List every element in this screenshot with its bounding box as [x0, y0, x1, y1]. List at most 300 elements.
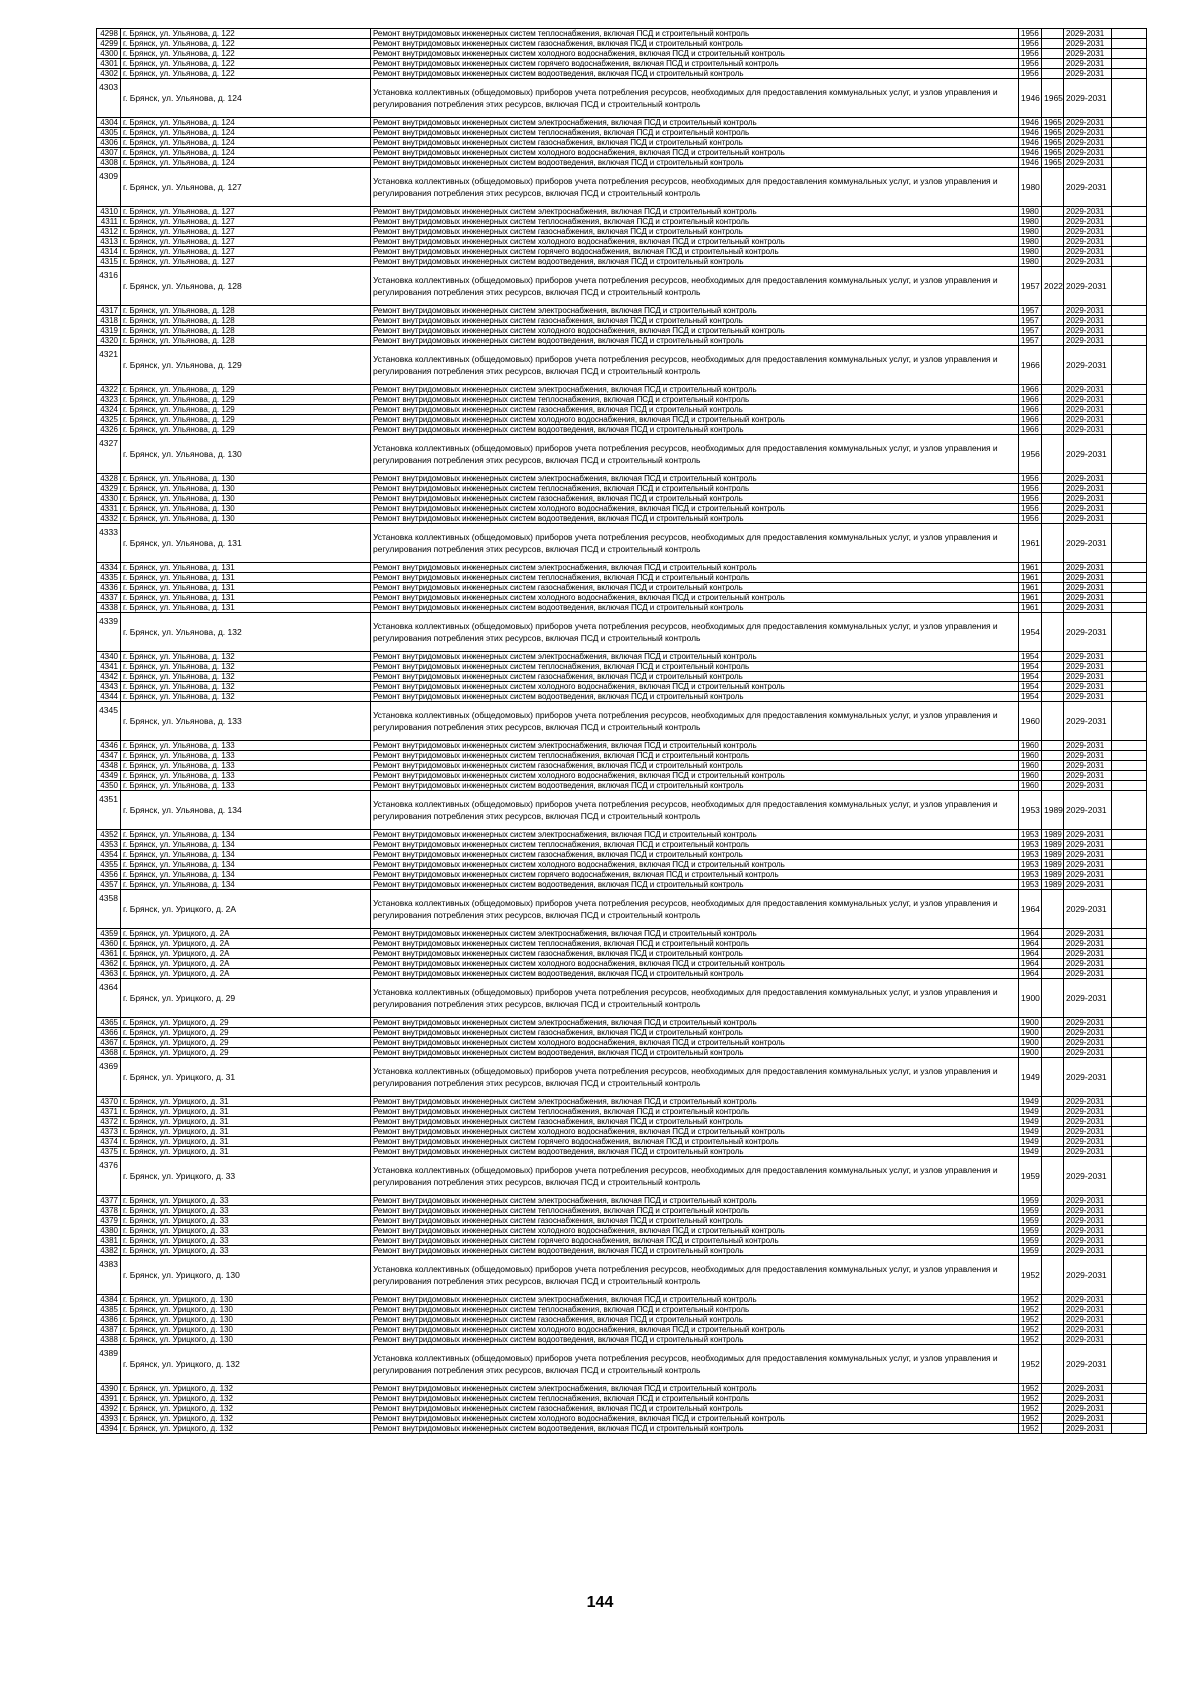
period-cell: 2029-2031	[1064, 405, 1112, 415]
table-row	[97, 1295, 1147, 1305]
extra-cell	[1112, 69, 1147, 79]
extra-cell	[1112, 850, 1147, 860]
work-type-cell: Ремонт внутридомовых инженерных систем холодного водоснабжения, включая ПСД и строительный контроль	[371, 1226, 1019, 1236]
built-year-cell: 1959	[1019, 1246, 1042, 1256]
row-number: 4387	[97, 1325, 121, 1335]
built-year-cell: 1949	[1019, 1137, 1042, 1147]
period-cell: 2029-2031	[1064, 939, 1112, 949]
row-number: 4310	[97, 207, 121, 217]
extra-cell	[1112, 1018, 1147, 1028]
table-row	[97, 880, 1147, 890]
extra-cell	[1112, 890, 1147, 929]
table-row	[97, 395, 1147, 405]
built-year-cell: 1980	[1019, 168, 1042, 207]
address-cell: г. Брянск, ул. Ульянова, д. 131	[121, 583, 371, 593]
row-number: 4324	[97, 405, 121, 415]
work-type-cell: Установка коллективных (общедомовых) приборов учета потребления ресурсов, необходимых для предоставления коммунальных услуг, и узлов управления и регулирования потребления этих ресурсов, включая ПСД и строительный контроль	[371, 791, 1019, 830]
table-row	[97, 435, 1147, 474]
table-row	[97, 662, 1147, 672]
extra-cell	[1112, 662, 1147, 672]
row-number: 4363	[97, 969, 121, 979]
address-cell: г. Брянск, ул. Ульянова, д. 130	[121, 514, 371, 524]
table-row	[97, 1137, 1147, 1147]
built-year-cell: 1956	[1019, 484, 1042, 494]
extra-cell	[1112, 1147, 1147, 1157]
work-type-cell: Ремонт внутридомовых инженерных систем теплоснабжения, включая ПСД и строительный контроль	[371, 939, 1019, 949]
extra-cell	[1112, 1196, 1147, 1206]
extra-cell	[1112, 138, 1147, 148]
reconstruction-year-cell: 1965	[1042, 158, 1064, 168]
reconstruction-year-cell	[1042, 603, 1064, 613]
built-year-cell: 1980	[1019, 237, 1042, 247]
extra-cell	[1112, 158, 1147, 168]
built-year-cell: 1954	[1019, 682, 1042, 692]
row-number: 4301	[97, 59, 121, 69]
table-row	[97, 573, 1147, 583]
address-cell: г. Брянск, ул. Ульянова, д. 122	[121, 69, 371, 79]
period-cell: 2029-2031	[1064, 118, 1112, 128]
extra-cell	[1112, 1048, 1147, 1058]
table-row	[97, 1414, 1147, 1424]
extra-cell	[1112, 1305, 1147, 1315]
work-type-cell: Ремонт внутридомовых инженерных систем водоотведения, включая ПСД и строительный контроль	[371, 69, 1019, 79]
table-row	[97, 207, 1147, 217]
built-year-cell: 1956	[1019, 39, 1042, 49]
table-row	[97, 613, 1147, 652]
table-row	[97, 702, 1147, 741]
period-cell: 2029-2031	[1064, 1157, 1112, 1196]
reconstruction-year-cell	[1042, 1424, 1064, 1434]
table-row	[97, 1424, 1147, 1434]
row-number: 4394	[97, 1424, 121, 1434]
built-year-cell: 1956	[1019, 435, 1042, 474]
period-cell: 2029-2031	[1064, 207, 1112, 217]
table-row	[97, 39, 1147, 49]
row-number: 4330	[97, 494, 121, 504]
row-number: 4369	[97, 1058, 121, 1097]
extra-cell	[1112, 1157, 1147, 1196]
address-cell: г. Брянск, ул. Ульянова, д. 131	[121, 603, 371, 613]
row-number: 4352	[97, 830, 121, 840]
work-type-cell: Ремонт внутридомовых инженерных систем холодного водоснабжения, включая ПСД и строительный контроль	[371, 148, 1019, 158]
row-number: 4339	[97, 613, 121, 652]
extra-cell	[1112, 979, 1147, 1018]
work-type-cell: Ремонт внутридомовых инженерных систем водоотведения, включая ПСД и строительный контроль	[371, 1048, 1019, 1058]
period-cell: 2029-2031	[1064, 484, 1112, 494]
reconstruction-year-cell	[1042, 1305, 1064, 1315]
built-year-cell: 1900	[1019, 1028, 1042, 1038]
work-type-cell: Ремонт внутридомовых инженерных систем газоснабжения, включая ПСД и строительный контроль	[371, 227, 1019, 237]
table-row	[97, 118, 1147, 128]
address-cell: г. Брянск, ул. Ульянова, д. 128	[121, 336, 371, 346]
period-cell: 2029-2031	[1064, 1107, 1112, 1117]
extra-cell	[1112, 603, 1147, 613]
reconstruction-year-cell	[1042, 672, 1064, 682]
built-year-cell: 1960	[1019, 781, 1042, 791]
extra-cell	[1112, 583, 1147, 593]
table-row	[97, 79, 1147, 118]
address-cell: г. Брянск, ул. Урицкого, д. 33	[121, 1226, 371, 1236]
address-cell: г. Брянск, ул. Ульянова, д. 131	[121, 593, 371, 603]
work-type-cell: Ремонт внутридомовых инженерных систем теплоснабжения, включая ПСД и строительный контроль	[371, 662, 1019, 672]
row-number: 4325	[97, 415, 121, 425]
row-number: 4393	[97, 1414, 121, 1424]
extra-cell	[1112, 1345, 1147, 1384]
address-cell: г. Брянск, ул. Ульянова, д. 129	[121, 405, 371, 415]
row-number: 4380	[97, 1226, 121, 1236]
extra-cell	[1112, 168, 1147, 207]
work-type-cell: Ремонт внутридомовых инженерных систем холодного водоснабжения, включая ПСД и строительный контроль	[371, 1038, 1019, 1048]
work-type-cell: Ремонт внутридомовых инженерных систем электроснабжения, включая ПСД и строительный контроль	[371, 474, 1019, 484]
table-row	[97, 1305, 1147, 1315]
table-row	[97, 49, 1147, 59]
built-year-cell: 1961	[1019, 583, 1042, 593]
row-number: 4341	[97, 662, 121, 672]
work-type-cell: Установка коллективных (общедомовых) приборов учета потребления ресурсов, необходимых для предоставления коммунальных услуг, и узлов управления и регулирования потребления этих ресурсов, включая ПСД и строительный контроль	[371, 79, 1019, 118]
table-row	[97, 1246, 1147, 1256]
reconstruction-year-cell: 1989	[1042, 791, 1064, 830]
address-cell: г. Брянск, ул. Ульянова, д. 127	[121, 247, 371, 257]
address-cell: г. Брянск, ул. Ульянова, д. 132	[121, 662, 371, 672]
period-cell: 2029-2031	[1064, 1018, 1112, 1028]
period-cell: 2029-2031	[1064, 326, 1112, 336]
table-row	[97, 346, 1147, 385]
built-year-cell: 1946	[1019, 148, 1042, 158]
extra-cell	[1112, 346, 1147, 385]
reconstruction-year-cell	[1042, 682, 1064, 692]
period-cell: 2029-2031	[1064, 237, 1112, 247]
row-number: 4362	[97, 959, 121, 969]
address-cell: г. Брянск, ул. Ульянова, д. 132	[121, 682, 371, 692]
reconstruction-year-cell	[1042, 929, 1064, 939]
row-number: 4332	[97, 514, 121, 524]
extra-cell	[1112, 880, 1147, 890]
address-cell: г. Брянск, ул. Ульянова, д. 127	[121, 168, 371, 207]
table-row	[97, 761, 1147, 771]
table-row	[97, 969, 1147, 979]
address-cell: г. Брянск, ул. Урицкого, д. 31	[121, 1117, 371, 1127]
period-cell: 2029-2031	[1064, 1058, 1112, 1097]
table-row	[97, 1018, 1147, 1028]
address-cell: г. Брянск, ул. Ульянова, д. 124	[121, 79, 371, 118]
built-year-cell: 1946	[1019, 118, 1042, 128]
table-row	[97, 593, 1147, 603]
row-number: 4374	[97, 1137, 121, 1147]
built-year-cell: 1952	[1019, 1256, 1042, 1295]
built-year-cell: 1960	[1019, 761, 1042, 771]
work-type-cell: Ремонт внутридомовых инженерных систем теплоснабжения, включая ПСД и строительный контроль	[371, 395, 1019, 405]
address-cell: г. Брянск, ул. Урицкого, д. 2А	[121, 939, 371, 949]
address-cell: г. Брянск, ул. Ульянова, д. 128	[121, 267, 371, 306]
built-year-cell: 1953	[1019, 830, 1042, 840]
row-number: 4319	[97, 326, 121, 336]
row-number: 4328	[97, 474, 121, 484]
address-cell: г. Брянск, ул. Урицкого, д. 29	[121, 1048, 371, 1058]
period-cell: 2029-2031	[1064, 781, 1112, 791]
period-cell: 2029-2031	[1064, 1147, 1112, 1157]
reconstruction-year-cell	[1042, 1394, 1064, 1404]
reconstruction-year-cell	[1042, 49, 1064, 59]
period-cell: 2029-2031	[1064, 662, 1112, 672]
built-year-cell: 1957	[1019, 326, 1042, 336]
built-year-cell: 1980	[1019, 207, 1042, 217]
address-cell: г. Брянск, ул. Ульянова, д. 124	[121, 148, 371, 158]
row-number: 4365	[97, 1018, 121, 1028]
work-type-cell: Ремонт внутридомовых инженерных систем теплоснабжения, включая ПСД и строительный контроль	[371, 1107, 1019, 1117]
extra-cell	[1112, 247, 1147, 257]
period-cell: 2029-2031	[1064, 959, 1112, 969]
built-year-cell: 1961	[1019, 524, 1042, 563]
row-number: 4350	[97, 781, 121, 791]
built-year-cell: 1966	[1019, 395, 1042, 405]
address-cell: г. Брянск, ул. Урицкого, д. 31	[121, 1058, 371, 1097]
row-number: 4317	[97, 306, 121, 316]
table-row	[97, 692, 1147, 702]
table-row	[97, 148, 1147, 158]
extra-cell	[1112, 761, 1147, 771]
reconstruction-year-cell	[1042, 237, 1064, 247]
work-type-cell: Ремонт внутридомовых инженерных систем водоотведения, включая ПСД и строительный контроль	[371, 880, 1019, 890]
address-cell: г. Брянск, ул. Урицкого, д. 33	[121, 1246, 371, 1256]
row-number: 4299	[97, 39, 121, 49]
reconstruction-year-cell	[1042, 1384, 1064, 1394]
table-row	[97, 158, 1147, 168]
row-number: 4342	[97, 672, 121, 682]
work-type-cell: Установка коллективных (общедомовых) приборов учета потребления ресурсов, необходимых для предоставления коммунальных услуг, и узлов управления и регулирования потребления этих ресурсов, включая ПСД и строительный контроль	[371, 890, 1019, 929]
period-cell: 2029-2031	[1064, 346, 1112, 385]
row-number: 4368	[97, 1048, 121, 1058]
address-cell: г. Брянск, ул. Урицкого, д. 130	[121, 1335, 371, 1345]
reconstruction-year-cell	[1042, 890, 1064, 929]
table-row	[97, 929, 1147, 939]
built-year-cell: 1953	[1019, 880, 1042, 890]
period-cell: 2029-2031	[1064, 1384, 1112, 1394]
work-type-cell: Ремонт внутридомовых инженерных систем водоотведения, включая ПСД и строительный контроль	[371, 781, 1019, 791]
period-cell: 2029-2031	[1064, 1206, 1112, 1216]
period-cell: 2029-2031	[1064, 1117, 1112, 1127]
work-type-cell: Ремонт внутридомовых инженерных систем горячего водоснабжения, включая ПСД и строительный контроль	[371, 870, 1019, 880]
period-cell: 2029-2031	[1064, 890, 1112, 929]
period-cell: 2029-2031	[1064, 613, 1112, 652]
extra-cell	[1112, 1424, 1147, 1434]
table-row	[97, 425, 1147, 435]
row-number: 4312	[97, 227, 121, 237]
reconstruction-year-cell	[1042, 306, 1064, 316]
address-cell: г. Брянск, ул. Ульянова, д. 132	[121, 692, 371, 702]
built-year-cell: 1980	[1019, 217, 1042, 227]
reconstruction-year-cell	[1042, 474, 1064, 484]
table-row	[97, 1206, 1147, 1216]
extra-cell	[1112, 1384, 1147, 1394]
work-type-cell: Ремонт внутридомовых инженерных систем холодного водоснабжения, включая ПСД и строительный контроль	[371, 593, 1019, 603]
row-number: 4377	[97, 1196, 121, 1206]
extra-cell	[1112, 939, 1147, 949]
reconstruction-year-cell: 1989	[1042, 860, 1064, 870]
address-cell: г. Брянск, ул. Урицкого, д. 31	[121, 1137, 371, 1147]
table-row	[97, 1226, 1147, 1236]
reconstruction-year-cell	[1042, 1414, 1064, 1424]
extra-cell	[1112, 425, 1147, 435]
work-type-cell: Ремонт внутридомовых инженерных систем газоснабжения, включая ПСД и строительный контроль	[371, 405, 1019, 415]
row-number: 4344	[97, 692, 121, 702]
address-cell: г. Брянск, ул. Урицкого, д. 31	[121, 1127, 371, 1137]
period-cell: 2029-2031	[1064, 1048, 1112, 1058]
reconstruction-year-cell	[1042, 652, 1064, 662]
work-type-cell: Ремонт внутридомовых инженерных систем теплоснабжения, включая ПСД и строительный контроль	[371, 840, 1019, 850]
reconstruction-year-cell	[1042, 662, 1064, 672]
register-sheet	[96, 28, 1146, 1434]
built-year-cell: 1961	[1019, 603, 1042, 613]
address-cell: г. Брянск, ул. Ульянова, д. 131	[121, 524, 371, 563]
work-type-cell: Установка коллективных (общедомовых) приборов учета потребления ресурсов, необходимых для предоставления коммунальных услуг, и узлов управления и регулирования потребления этих ресурсов, включая ПСД и строительный контроль	[371, 979, 1019, 1018]
period-cell: 2029-2031	[1064, 1325, 1112, 1335]
row-number: 4385	[97, 1305, 121, 1315]
built-year-cell: 1953	[1019, 840, 1042, 850]
table-row	[97, 840, 1147, 850]
built-year-cell: 1960	[1019, 702, 1042, 741]
extra-cell	[1112, 702, 1147, 741]
reconstruction-year-cell	[1042, 563, 1064, 573]
reconstruction-year-cell	[1042, 326, 1064, 336]
table-row	[97, 415, 1147, 425]
table-row	[97, 336, 1147, 346]
table-row	[97, 29, 1147, 39]
period-cell: 2029-2031	[1064, 1394, 1112, 1404]
period-cell: 2029-2031	[1064, 593, 1112, 603]
row-number: 4351	[97, 791, 121, 830]
work-type-cell: Установка коллективных (общедомовых) приборов учета потребления ресурсов, необходимых для предоставления коммунальных услуг, и узлов управления и регулирования потребления этих ресурсов, включая ПСД и строительный контроль	[371, 1058, 1019, 1097]
extra-cell	[1112, 474, 1147, 484]
reconstruction-year-cell	[1042, 1196, 1064, 1206]
period-cell: 2029-2031	[1064, 1127, 1112, 1137]
reconstruction-year-cell	[1042, 504, 1064, 514]
table-row	[97, 741, 1147, 751]
extra-cell	[1112, 1216, 1147, 1226]
row-number: 4337	[97, 593, 121, 603]
reconstruction-year-cell	[1042, 346, 1064, 385]
address-cell: г. Брянск, ул. Ульянова, д. 133	[121, 771, 371, 781]
work-type-cell: Ремонт внутридомовых инженерных систем водоотведения, включая ПСД и строительный контроль	[371, 692, 1019, 702]
reconstruction-year-cell	[1042, 1147, 1064, 1157]
extra-cell	[1112, 672, 1147, 682]
table-row	[97, 1216, 1147, 1226]
work-type-cell: Ремонт внутридомовых инженерных систем холодного водоснабжения, включая ПСД и строительный контроль	[371, 415, 1019, 425]
extra-cell	[1112, 257, 1147, 267]
address-cell: г. Брянск, ул. Урицкого, д. 31	[121, 1097, 371, 1107]
built-year-cell: 1961	[1019, 593, 1042, 603]
built-year-cell: 1946	[1019, 158, 1042, 168]
extra-cell	[1112, 207, 1147, 217]
row-number: 4314	[97, 247, 121, 257]
period-cell: 2029-2031	[1064, 603, 1112, 613]
table-row	[97, 1315, 1147, 1325]
period-cell: 2029-2031	[1064, 870, 1112, 880]
period-cell: 2029-2031	[1064, 1028, 1112, 1038]
reconstruction-year-cell: 1965	[1042, 118, 1064, 128]
work-type-cell: Ремонт внутридомовых инженерных систем горячего водоснабжения, включая ПСД и строительный контроль	[371, 1236, 1019, 1246]
period-cell: 2029-2031	[1064, 1414, 1112, 1424]
work-type-cell: Ремонт внутридомовых инженерных систем газоснабжения, включая ПСД и строительный контроль	[371, 1216, 1019, 1226]
work-type-cell: Ремонт внутридомовых инженерных систем электроснабжения, включая ПСД и строительный контроль	[371, 1097, 1019, 1107]
reconstruction-year-cell	[1042, 484, 1064, 494]
address-cell: г. Брянск, ул. Ульянова, д. 127	[121, 237, 371, 247]
address-cell: г. Брянск, ул. Ульянова, д. 124	[121, 138, 371, 148]
period-cell: 2029-2031	[1064, 1246, 1112, 1256]
table-row	[97, 1107, 1147, 1117]
period-cell: 2029-2031	[1064, 929, 1112, 939]
row-number: 4367	[97, 1038, 121, 1048]
extra-cell	[1112, 741, 1147, 751]
address-cell: г. Брянск, ул. Ульянова, д. 130	[121, 484, 371, 494]
address-cell: г. Брянск, ул. Урицкого, д. 2А	[121, 959, 371, 969]
built-year-cell: 1964	[1019, 929, 1042, 939]
work-type-cell: Ремонт внутридомовых инженерных систем холодного водоснабжения, включая ПСД и строительный контроль	[371, 237, 1019, 247]
table-row	[97, 514, 1147, 524]
built-year-cell: 1959	[1019, 1196, 1042, 1206]
period-cell: 2029-2031	[1064, 267, 1112, 306]
work-type-cell: Ремонт внутридомовых инженерных систем водоотведения, включая ПСД и строительный контроль	[371, 1147, 1019, 1157]
address-cell: г. Брянск, ул. Ульянова, д. 130	[121, 504, 371, 514]
reconstruction-year-cell: 1965	[1042, 128, 1064, 138]
table-row	[97, 1384, 1147, 1394]
address-cell: г. Брянск, ул. Урицкого, д. 130	[121, 1305, 371, 1315]
work-type-cell: Ремонт внутридомовых инженерных систем электроснабжения, включая ПСД и строительный контроль	[371, 830, 1019, 840]
extra-cell	[1112, 306, 1147, 316]
extra-cell	[1112, 860, 1147, 870]
period-cell: 2029-2031	[1064, 474, 1112, 484]
extra-cell	[1112, 1404, 1147, 1414]
table-row	[97, 1147, 1147, 1157]
address-cell: г. Брянск, ул. Ульянова, д. 122	[121, 29, 371, 39]
work-type-cell: Ремонт внутридомовых инженерных систем электроснабжения, включая ПСД и строительный контроль	[371, 207, 1019, 217]
row-number: 4331	[97, 504, 121, 514]
work-type-cell: Ремонт внутридомовых инженерных систем холодного водоснабжения, включая ПСД и строительный контроль	[371, 959, 1019, 969]
extra-cell	[1112, 494, 1147, 504]
reconstruction-year-cell	[1042, 1226, 1064, 1236]
address-cell: г. Брянск, ул. Ульянова, д. 122	[121, 49, 371, 59]
work-type-cell: Ремонт внутридомовых инженерных систем электроснабжения, включая ПСД и строительный контроль	[371, 929, 1019, 939]
address-cell: г. Брянск, ул. Ульянова, д. 134	[121, 830, 371, 840]
row-number: 4372	[97, 1117, 121, 1127]
address-cell: г. Брянск, ул. Ульянова, д. 129	[121, 385, 371, 395]
table-row	[97, 138, 1147, 148]
table-row	[97, 484, 1147, 494]
work-type-cell: Ремонт внутридомовых инженерных систем электроснабжения, включая ПСД и строительный контроль	[371, 741, 1019, 751]
row-number: 4305	[97, 128, 121, 138]
extra-cell	[1112, 385, 1147, 395]
row-number: 4304	[97, 118, 121, 128]
reconstruction-year-cell	[1042, 781, 1064, 791]
reconstruction-year-cell	[1042, 29, 1064, 39]
built-year-cell: 1954	[1019, 672, 1042, 682]
reconstruction-year-cell	[1042, 1137, 1064, 1147]
period-cell: 2029-2031	[1064, 692, 1112, 702]
built-year-cell: 1980	[1019, 247, 1042, 257]
period-cell: 2029-2031	[1064, 1097, 1112, 1107]
row-number: 4373	[97, 1127, 121, 1137]
period-cell: 2029-2031	[1064, 860, 1112, 870]
work-type-cell: Ремонт внутридомовых инженерных систем холодного водоснабжения, включая ПСД и строительный контроль	[371, 1325, 1019, 1335]
built-year-cell: 1980	[1019, 227, 1042, 237]
row-number: 4349	[97, 771, 121, 781]
work-type-cell: Ремонт внутридомовых инженерных систем водоотведения, включая ПСД и строительный контроль	[371, 969, 1019, 979]
reconstruction-year-cell	[1042, 425, 1064, 435]
table-body	[97, 29, 1147, 1434]
built-year-cell: 1961	[1019, 563, 1042, 573]
row-number: 4345	[97, 702, 121, 741]
reconstruction-year-cell	[1042, 247, 1064, 257]
extra-cell	[1112, 652, 1147, 662]
